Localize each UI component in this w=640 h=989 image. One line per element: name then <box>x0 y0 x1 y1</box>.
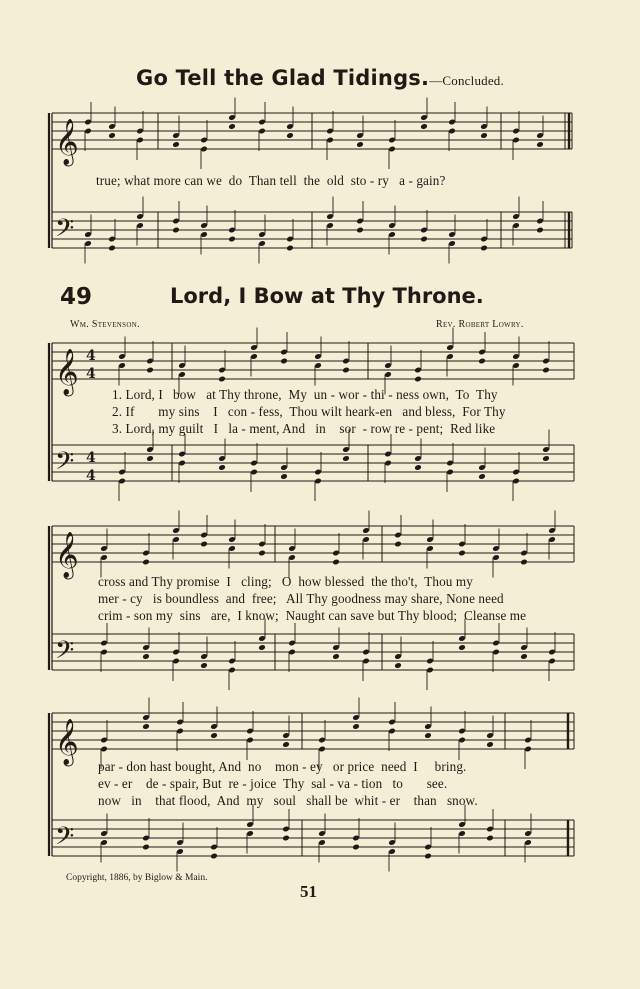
note-head <box>218 376 226 383</box>
note-head <box>286 245 294 252</box>
lyric-line: 3. Lord, my guilt I la - ment, And in sor - row re - pent; Red like <box>112 421 496 436</box>
note-head <box>142 844 150 851</box>
copyright-note: Copyright, 1886, by Biglow & Main. <box>66 873 208 883</box>
note-head <box>424 732 432 739</box>
note-head <box>228 236 236 243</box>
lyric-line: par - don hast bought, And no mon - ey or price need I bring. <box>98 759 467 774</box>
lyric-line: ev - er de - spair, But re - joice Thy sal - va - tion to see. <box>98 776 448 791</box>
clef-symbol: 𝄢 <box>55 822 75 857</box>
composer-credit: Rev. Robert Lowry. <box>436 319 524 330</box>
note-head <box>352 844 360 851</box>
page-number: 51 <box>300 882 317 901</box>
note-head <box>458 644 466 651</box>
note-head <box>258 550 266 557</box>
clef-symbol: 𝄞 <box>55 532 79 578</box>
note-head <box>146 455 154 462</box>
note-head <box>342 367 350 374</box>
note-head <box>414 376 422 383</box>
time-signature: 4 <box>86 468 96 484</box>
note-head <box>280 473 288 480</box>
note-head <box>286 132 294 139</box>
note-head <box>420 123 428 130</box>
note-head <box>394 541 402 548</box>
note-head <box>414 464 422 471</box>
clef-symbol: 𝄞 <box>55 349 79 395</box>
time-signature: 4 <box>86 348 96 364</box>
lyric-line: mer - cy is boundless and free; All Thy goodness may share, None need <box>98 591 504 606</box>
note-head <box>542 455 550 462</box>
note-head <box>210 732 218 739</box>
author-credit: Wm. Stevenson. <box>70 319 140 330</box>
note-head <box>172 227 180 234</box>
note-head <box>200 662 208 669</box>
note-head <box>142 723 150 730</box>
note-head <box>108 132 116 139</box>
note-head <box>536 227 544 234</box>
note-head <box>486 835 494 842</box>
note-head <box>146 367 154 374</box>
note-head <box>478 358 486 365</box>
clef-symbol: 𝄢 <box>55 214 75 249</box>
lyric-line: cross and Thy promise I cling; O how blessed the tho't, Thou my <box>98 574 473 589</box>
note-head <box>280 358 288 365</box>
note-head <box>218 464 226 471</box>
title-text: Go Tell the Glad Tidings. <box>136 66 430 90</box>
note-head <box>142 559 150 566</box>
note-head <box>172 141 180 148</box>
lyric-line: 2. If my sins I con - fess, Thou wilt heark-en and bless, For Thy <box>112 404 506 419</box>
clef-symbol: 𝄞 <box>55 719 79 765</box>
time-signature: 4 <box>86 450 96 466</box>
lyric-line: now in that flood, And my soul shall be whit - er than snow. <box>98 793 478 808</box>
note-head <box>108 245 116 252</box>
note-head <box>542 367 550 374</box>
note-head <box>228 123 236 130</box>
lyric-line: crim - son my sins are, I know; Naught can save but Thy blood; Cleanse me <box>98 608 527 623</box>
note-head <box>142 653 150 660</box>
note-head <box>424 853 432 860</box>
lyric-line: true; what more can we do Than tell the old sto - ry a - gain? <box>96 173 446 188</box>
hymn-title: Lord, I Bow at Thy Throne. <box>170 284 484 308</box>
note-head <box>486 741 494 748</box>
title-subtitle: —Concluded. <box>429 73 504 88</box>
note-head <box>420 236 428 243</box>
note-head <box>480 245 488 252</box>
note-head <box>282 835 290 842</box>
note-head <box>356 227 364 234</box>
note-head <box>356 141 364 148</box>
clef-symbol: 𝄞 <box>55 119 79 165</box>
hymn-number: 49 <box>60 284 93 310</box>
note-head <box>520 559 528 566</box>
note-head <box>536 141 544 148</box>
note-head <box>332 653 340 660</box>
clef-symbol: 𝄢 <box>55 636 75 671</box>
note-head <box>332 559 340 566</box>
clef-symbol: 𝄢 <box>55 447 75 482</box>
time-signature: 4 <box>86 366 96 382</box>
note-head <box>480 132 488 139</box>
note-head <box>342 455 350 462</box>
note-head <box>520 653 528 660</box>
note-head <box>394 662 402 669</box>
note-head <box>282 741 290 748</box>
note-head <box>478 473 486 480</box>
note-head <box>210 853 218 860</box>
note-head <box>200 541 208 548</box>
note-head <box>352 723 360 730</box>
note-head <box>258 644 266 651</box>
lyric-line: 1. Lord, I bow at Thy throne, My un - wor - thi - ness own, To Thy <box>112 387 498 402</box>
note-head <box>458 550 466 557</box>
